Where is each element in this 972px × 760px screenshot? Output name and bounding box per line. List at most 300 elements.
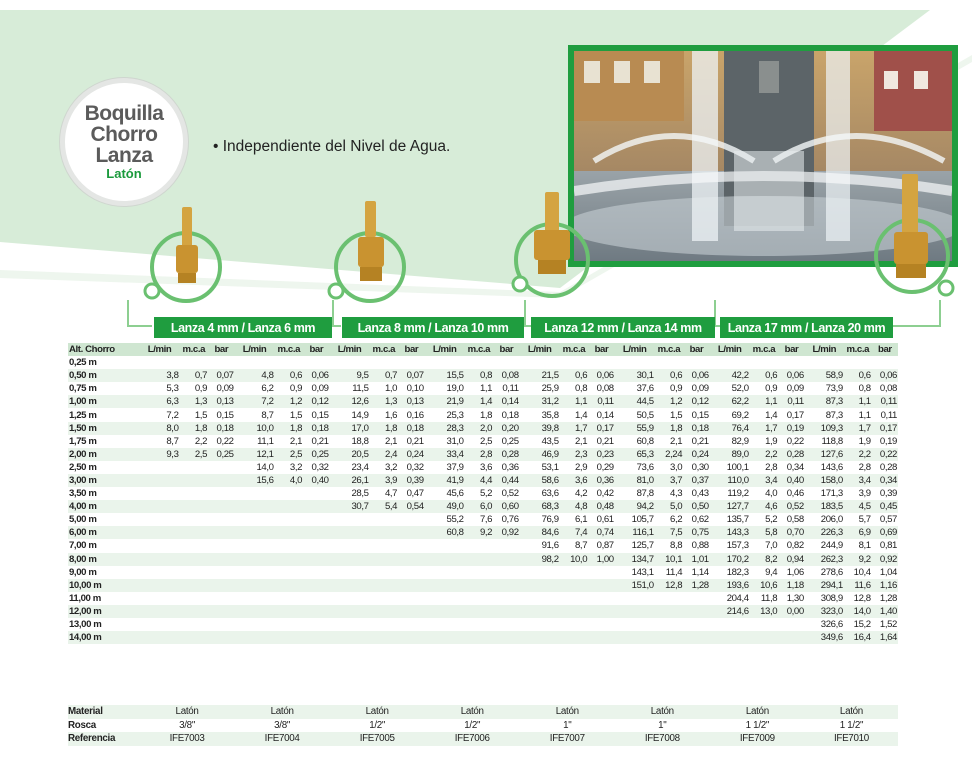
table-cell [520, 579, 560, 592]
table-cell: 1,8 [370, 422, 399, 435]
table-cell: 0,8 [465, 369, 494, 382]
unit-header: bar [303, 343, 330, 356]
table-cell: 3,6 [560, 474, 589, 487]
table-cell: 9,4 [750, 566, 779, 579]
table-cell [330, 618, 370, 631]
table-cell [235, 618, 275, 631]
table-cell: 21,5 [520, 369, 560, 382]
table-cell: 3,8 [140, 369, 180, 382]
table-cell [235, 553, 275, 566]
table-cell: 0,69 [872, 526, 898, 539]
row-height-label: 8,00 m [68, 553, 140, 566]
table-cell: 0,28 [778, 448, 805, 461]
table-cell [303, 592, 330, 605]
table-cell [208, 487, 235, 500]
table-cell: 0,21 [303, 435, 330, 448]
table-cell: 3,9 [844, 487, 872, 500]
unit-header: bar [398, 343, 425, 356]
table-cell [398, 618, 425, 631]
table-cell [710, 356, 750, 369]
table-cell: 2,8 [750, 461, 779, 474]
table-cell [275, 487, 304, 500]
table-cell: 0,28 [493, 448, 520, 461]
table-cell: 25,9 [520, 382, 560, 395]
table-cell: 10,0 [560, 553, 589, 566]
table-row [68, 592, 898, 605]
table-cell: 0,06 [303, 369, 330, 382]
table-cell: 0,34 [872, 474, 898, 487]
table-row [68, 435, 898, 448]
table-cell: 87,3 [805, 395, 844, 408]
table-cell: 1,4 [750, 408, 779, 421]
table-cell: 2,2 [180, 435, 209, 448]
row-height-label: 1,25 m [68, 408, 140, 421]
table-row [68, 566, 898, 579]
table-cell [465, 618, 494, 631]
table-cell: 5,7 [844, 513, 872, 526]
table-cell: 262,3 [805, 553, 844, 566]
table-cell: 33,4 [425, 448, 465, 461]
table-cell [140, 461, 180, 474]
table-cell: 9,5 [330, 369, 370, 382]
table-cell [140, 513, 180, 526]
material-cell: Latón [805, 705, 898, 719]
table-cell: 8,8 [655, 539, 684, 552]
table-cell: 41,9 [425, 474, 465, 487]
table-cell: 0,40 [778, 474, 805, 487]
unit-header: L/min [710, 343, 750, 356]
table-cell [370, 631, 399, 644]
table-cell: 0,14 [493, 395, 520, 408]
table-cell: 183,5 [805, 500, 844, 513]
referencia-cell: IFE7007 [520, 732, 615, 746]
table-cell [425, 566, 465, 579]
table-cell: 15,6 [235, 474, 275, 487]
table-cell: 63,6 [520, 487, 560, 500]
table-cell: 1,1 [560, 395, 589, 408]
table-cell: 0,09 [303, 382, 330, 395]
table-cell: 4,8 [560, 500, 589, 513]
table-cell [275, 566, 304, 579]
table-cell: 0,76 [493, 513, 520, 526]
unit-header: m.c.a [750, 343, 779, 356]
table-cell: 0,75 [683, 526, 710, 539]
table-cell [710, 631, 750, 644]
table-cell [520, 631, 560, 644]
table-cell: 0,61 [588, 513, 615, 526]
table-cell: 182,3 [710, 566, 750, 579]
table-cell: 1,5 [275, 408, 304, 421]
table-cell: 73,9 [805, 382, 844, 395]
table-cell [303, 618, 330, 631]
table-cell [208, 539, 235, 552]
table-cell [275, 631, 304, 644]
table-cell: 1,28 [872, 592, 898, 605]
table-cell [425, 579, 465, 592]
table-row [68, 513, 898, 526]
table-cell: 37,9 [425, 461, 465, 474]
table-cell: 1,30 [778, 592, 805, 605]
table-cell: 0,94 [778, 553, 805, 566]
table-cell: 171,3 [805, 487, 844, 500]
table-cell: 151,0 [615, 579, 655, 592]
table-cell: 4,5 [844, 500, 872, 513]
table-cell [180, 513, 209, 526]
referencia-cell: IFE7008 [615, 732, 710, 746]
rosca-cell: 1/2" [330, 719, 425, 733]
table-cell [140, 474, 180, 487]
table-cell: 1,8 [275, 422, 304, 435]
table-cell [425, 592, 465, 605]
table-cell: 26,1 [330, 474, 370, 487]
table-cell: 0,52 [778, 500, 805, 513]
table-cell: 0,50 [683, 500, 710, 513]
table-cell [235, 566, 275, 579]
header-lanza-8-10: Lanza 8 mm / Lanza 10 mm [342, 317, 524, 338]
table-cell: 1,3 [370, 395, 399, 408]
table-row [68, 500, 898, 513]
unit-header: L/min [805, 343, 844, 356]
table-row [68, 474, 898, 487]
row-height-label: 9,00 m [68, 566, 140, 579]
row-height-label: 0,75 m [68, 382, 140, 395]
table-cell [208, 566, 235, 579]
table-cell: 1,1 [465, 382, 494, 395]
table-cell: 0,43 [683, 487, 710, 500]
table-cell [275, 592, 304, 605]
table-cell: 1,8 [180, 422, 209, 435]
table-cell [588, 631, 615, 644]
table-cell: 82,9 [710, 435, 750, 448]
table-cell: 0,19 [872, 435, 898, 448]
table-cell: 0,11 [493, 382, 520, 395]
table-cell [655, 605, 684, 618]
row-height-label: 0,25 m [68, 356, 140, 369]
title-line-3: Lanza [95, 143, 153, 167]
table-cell: 0,87 [588, 539, 615, 552]
table-row [68, 422, 898, 435]
table-cell [235, 539, 275, 552]
table-cell: 0,57 [872, 513, 898, 526]
table-cell: 76,9 [520, 513, 560, 526]
table-cell [425, 539, 465, 552]
table-cell: 76,4 [710, 422, 750, 435]
table-cell [588, 579, 615, 592]
rosca-cell: 3/8" [235, 719, 330, 733]
table-cell [275, 618, 304, 631]
table-cell [493, 618, 520, 631]
table-cell: 0,07 [208, 369, 235, 382]
table-cell [303, 526, 330, 539]
table-cell: 23,4 [330, 461, 370, 474]
table-cell [560, 356, 589, 369]
table-cell: 100,1 [710, 461, 750, 474]
table-cell: 4,3 [655, 487, 684, 500]
table-cell: 0,00 [778, 605, 805, 618]
rosca-cell: 1" [615, 719, 710, 733]
table-cell: 326,6 [805, 618, 844, 631]
table-cell: 143,1 [615, 566, 655, 579]
table-cell [425, 605, 465, 618]
nozzle-image-12-14mm [510, 190, 610, 300]
table-cell [805, 356, 844, 369]
material-row [68, 705, 898, 719]
table-cell: 87,8 [615, 487, 655, 500]
row-height-label: 3,50 m [68, 487, 140, 500]
table-cell: 2,24 [655, 448, 684, 461]
table-cell: 0,34 [778, 461, 805, 474]
row-height-label: 10,00 m [68, 579, 140, 592]
table-cell: 0,08 [493, 369, 520, 382]
product-reference-table [68, 705, 898, 746]
table-cell: 12,8 [844, 592, 872, 605]
table-cell [303, 579, 330, 592]
table-cell [275, 513, 304, 526]
unit-header: L/min [520, 343, 560, 356]
unit-header: L/min [235, 343, 275, 356]
table-cell: 0,12 [303, 395, 330, 408]
table-cell: 1,18 [778, 579, 805, 592]
table-cell: 7,2 [235, 395, 275, 408]
table-cell: 6,0 [465, 500, 494, 513]
table-cell [140, 500, 180, 513]
table-cell [140, 539, 180, 552]
table-cell: 0,70 [778, 526, 805, 539]
table-cell [303, 605, 330, 618]
table-cell: 0,47 [398, 487, 425, 500]
table-cell [180, 356, 209, 369]
table-cell [208, 526, 235, 539]
row-height-label: 7,00 m [68, 539, 140, 552]
table-cell [615, 631, 655, 644]
table-cell: 16,4 [844, 631, 872, 644]
table-cell [208, 618, 235, 631]
flow-spec-table [68, 343, 898, 644]
table-cell: 0,28 [872, 461, 898, 474]
header-lanza-17-20: Lanza 17 mm / Lanza 20 mm [720, 317, 893, 338]
table-cell: 91,6 [520, 539, 560, 552]
table-cell: 0,46 [778, 487, 805, 500]
table-cell [560, 579, 589, 592]
table-cell [844, 356, 872, 369]
table-cell: 0,6 [750, 369, 779, 382]
table-cell: 349,6 [805, 631, 844, 644]
table-cell: 25,3 [425, 408, 465, 421]
table-cell: 0,6 [560, 369, 589, 382]
table-cell: 37,6 [615, 382, 655, 395]
table-cell [370, 618, 399, 631]
table-cell [493, 579, 520, 592]
table-cell: 5,2 [750, 513, 779, 526]
table-cell: 45,6 [425, 487, 465, 500]
table-cell: 21,9 [425, 395, 465, 408]
table-row [68, 539, 898, 552]
table-cell: 0,25 [303, 448, 330, 461]
table-cell: 1,9 [844, 435, 872, 448]
unit-header: m.c.a [180, 343, 209, 356]
row-height-label: 13,00 m [68, 618, 140, 631]
table-cell: 0,7 [370, 369, 399, 382]
table-cell: 127,7 [710, 500, 750, 513]
table-cell [493, 539, 520, 552]
table-cell: 0,17 [778, 408, 805, 421]
table-cell: 1,64 [872, 631, 898, 644]
table-cell: 0,54 [398, 500, 425, 513]
table-cell [778, 618, 805, 631]
table-row [68, 395, 898, 408]
table-cell: 0,17 [872, 422, 898, 435]
table-cell: 5,0 [655, 500, 684, 513]
table-cell: 170,2 [710, 553, 750, 566]
table-cell [370, 513, 399, 526]
table-cell: 69,2 [710, 408, 750, 421]
table-cell: 9,2 [844, 553, 872, 566]
table-cell [560, 618, 589, 631]
table-cell [560, 592, 589, 605]
table-cell: 1,00 [588, 553, 615, 566]
table-cell [370, 566, 399, 579]
table-cell [425, 553, 465, 566]
table-cell: 0,18 [398, 422, 425, 435]
table-cell: 18,8 [330, 435, 370, 448]
table-cell [235, 500, 275, 513]
table-cell [655, 356, 684, 369]
row-height-label: 11,00 m [68, 592, 140, 605]
table-cell [465, 553, 494, 566]
table-cell: 0,60 [493, 500, 520, 513]
table-cell: 10,6 [750, 579, 779, 592]
referencia-cell: IFE7003 [140, 732, 235, 746]
table-cell [872, 356, 898, 369]
table-cell: 0,08 [588, 382, 615, 395]
table-cell [235, 356, 275, 369]
unit-header: m.c.a [275, 343, 304, 356]
table-cell [180, 500, 209, 513]
table-cell: 1,8 [465, 408, 494, 421]
table-cell: 58,9 [805, 369, 844, 382]
table-cell [180, 618, 209, 631]
table-cell [208, 356, 235, 369]
table-cell: 9,2 [465, 526, 494, 539]
table-cell: 1,52 [872, 618, 898, 631]
table-cell: 52,0 [710, 382, 750, 395]
table-cell: 1,1 [844, 395, 872, 408]
table-cell: 73,6 [615, 461, 655, 474]
table-cell [683, 356, 710, 369]
table-cell: 308,9 [805, 592, 844, 605]
table-cell: 50,5 [615, 408, 655, 421]
rosca-cell: 1/2" [425, 719, 520, 733]
table-cell: 0,22 [872, 448, 898, 461]
table-cell: 0,11 [588, 395, 615, 408]
table-cell [275, 605, 304, 618]
table-cell [140, 605, 180, 618]
table-cell [520, 605, 560, 618]
table-cell: 3,4 [750, 474, 779, 487]
table-cell: 44,5 [615, 395, 655, 408]
table-cell: 4,7 [370, 487, 399, 500]
table-cell: 0,09 [208, 382, 235, 395]
table-cell: 0,9 [655, 382, 684, 395]
table-cell [683, 618, 710, 631]
table-cell [520, 566, 560, 579]
feature-bullet: • Independiente del Nivel de Agua. [213, 138, 451, 155]
table-row [68, 618, 898, 631]
row-height-label: 3,00 m [68, 474, 140, 487]
table-cell [140, 553, 180, 566]
table-cell: 3,9 [370, 474, 399, 487]
table-cell [370, 539, 399, 552]
nozzle-image-4-6mm [138, 195, 238, 305]
table-cell: 14,9 [330, 408, 370, 421]
table-cell: 0,09 [683, 382, 710, 395]
rosca-row [68, 719, 898, 733]
table-cell: 3,2 [275, 461, 304, 474]
table-cell: 2,1 [275, 435, 304, 448]
table-cell: 0,13 [208, 395, 235, 408]
table-cell: 8,0 [140, 422, 180, 435]
table-cell [330, 513, 370, 526]
table-cell: 94,2 [615, 500, 655, 513]
table-cell: 134,7 [615, 553, 655, 566]
table-cell: 1,01 [683, 553, 710, 566]
table-cell: 7,6 [465, 513, 494, 526]
table-cell: 0,92 [872, 553, 898, 566]
table-cell: 98,2 [520, 553, 560, 566]
referencia-cell: IFE7010 [805, 732, 898, 746]
table-cell [370, 579, 399, 592]
table-cell [520, 592, 560, 605]
table-row [68, 487, 898, 500]
table-cell: 0,6 [844, 369, 872, 382]
unit-header: m.c.a [655, 343, 684, 356]
table-cell [180, 631, 209, 644]
table-cell: 15,2 [844, 618, 872, 631]
table-cell: 0,48 [588, 500, 615, 513]
table-cell [655, 592, 684, 605]
table-cell [588, 356, 615, 369]
row-height-label: 1,00 m [68, 395, 140, 408]
table-cell [235, 605, 275, 618]
units-header-row [68, 343, 898, 356]
table-cell: 110,0 [710, 474, 750, 487]
table-cell [465, 356, 494, 369]
table-cell: 3,6 [465, 461, 494, 474]
row-height-label: 1,75 m [68, 435, 140, 448]
table-cell: 1,1 [750, 395, 779, 408]
table-cell [493, 592, 520, 605]
table-cell: 31,0 [425, 435, 465, 448]
table-cell [208, 461, 235, 474]
table-cell [235, 526, 275, 539]
table-cell: 0,06 [683, 369, 710, 382]
table-cell: 0,15 [208, 408, 235, 421]
rosca-cell: 1 1/2" [805, 719, 898, 733]
table-cell: 1,8 [655, 422, 684, 435]
row-height-label: 0,50 m [68, 369, 140, 382]
table-cell [208, 474, 235, 487]
table-cell: 4,4 [465, 474, 494, 487]
table-cell [208, 553, 235, 566]
table-cell [275, 579, 304, 592]
table-cell: 43,5 [520, 435, 560, 448]
table-cell [615, 592, 655, 605]
table-cell [465, 539, 494, 552]
table-cell [140, 631, 180, 644]
table-cell [235, 579, 275, 592]
table-row [68, 382, 898, 395]
table-cell: 0,25 [493, 435, 520, 448]
